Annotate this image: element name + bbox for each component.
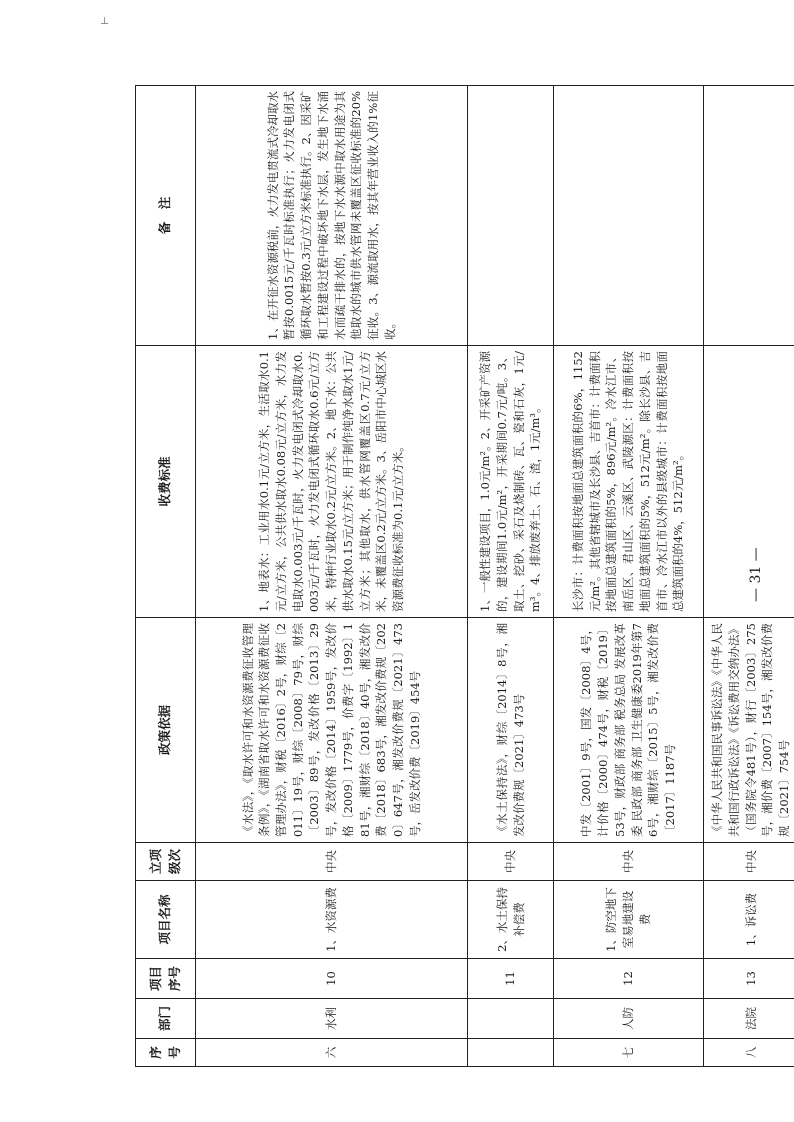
row-seq: 七 (554, 1039, 704, 1067)
row-item-no: 13 (704, 959, 794, 999)
row-remarks (468, 86, 554, 346)
row-standard: 长沙市：计费面积按地面总建筑面积的6%，1152元/m²。其他省辖城市及长沙县、吉首市：计费面积按地面总建筑面积的5%，896元/m²。冷水江市、南岳区、君山区、云溪区、武陵源区：计费面积按地面总建筑面积的5%，512元/m²。除长沙县、吉首市、冷水江市以外的县级城市：计费面积按地面总建筑面积的4%，512元/m²。 (554, 346, 704, 618)
row-dept (468, 999, 554, 1039)
row-item-name: 1、防空地下室易地建设费 (554, 881, 704, 959)
row-item-no: 10 (196, 959, 468, 999)
row-basis: 《中华人民共和国民事诉讼法》《中华人民共和国行政诉讼法》《诉讼费用交纳办法》（国务院令481号），财行〔2003〕275号，湘价费〔2007〕154号，湘发改价费规〔2021〕754号 (704, 618, 794, 843)
row-dept: 水利 (196, 999, 468, 1039)
row-dept: 法院 (704, 999, 794, 1039)
header-basis: 政策依据 (136, 618, 196, 843)
row-remarks: 1、在开征水资源税前，火力发电贯流式冷却取水暂按0.0015元/千瓦时标准执行；火力发电闭式循环取水暂按0.3元/立方米标准执行。2、因采矿和工程建设过程中破坏地下水层，发生地下水涌水而疏干排水的，按地下水水源中取水用途为其他取水的城市供水管网未覆盖区征收标准的20%征收。3、源流取用水，按其年营业收入的1%征收。 (196, 86, 468, 346)
header-remarks: 备 注 (136, 86, 196, 346)
header-level: 立项级次 (136, 843, 196, 881)
header-standard: 收费标准 (136, 346, 196, 618)
row-standard: 1、地表水：工业用水0.1元/立方米，生活取水0.1元/立方米，公共供水取水0.08元/立方米，水力发电取水0.003元/千瓦时，火力发电闭式冷却取水0.003元/千瓦时，火力发电闭式循环取水0.6元/立方米，特种行业取水0.2元/立方米。2、地下水：公共供水取水0.15元/立方米；用于制作纯净水取水1元/立方米；其他取水，供水管网覆盖区0.7元/立方米，未覆盖区0.2元/立方米。3、岳阳市中心城区水资源费征收标准为0.1元/立方米。 (196, 346, 468, 618)
row-seq: 六 (196, 1039, 468, 1067)
row-item-name: 2、水土保持补偿费 (468, 881, 554, 959)
row-item-no: 11 (468, 959, 554, 999)
row-seq: 八 (704, 1039, 794, 1067)
row-basis: 《水法》，《取水许可和水资源费征收管理条例》，《湖南省取水许可和水资源费征收管理办法》，财税〔2016〕2号，财综〔2011〕19号，财综〔2008〕79号，财综〔2003〕89号，发改价格〔2013〕29号，发改价格〔2014〕1959号，发改价格〔2009〕1779号，价费字〔1992〕181号，湘财综〔2018〕40号，湘发改价费〔2018〕683号，湘发改价费规〔2020〕647号，湘发改价费规〔2021〕473号，岳发改价费〔2019〕454号 (196, 618, 468, 843)
row-item-no: 12 (554, 959, 704, 999)
row-item-name: 1、水资源费 (196, 881, 468, 959)
table-header-row (136, 86, 196, 1067)
header-dept: 部门 (136, 999, 196, 1039)
row-standard: 1、一般性建设项目，1.0元/m²。2、开采矿产资源的，建设期间1.0元/m²，开采期间0.7元/吨。3、取土、挖砂、采石及烧制砖、瓦、瓷和石灰，1元/m³。4、排放废弃土、石、渣，1元/m³。 (468, 346, 554, 618)
row-level: 中央 (554, 843, 704, 881)
row-level: 中央 (468, 843, 554, 881)
table-row (196, 86, 468, 1067)
row-dept: 人防 (554, 999, 704, 1039)
row-remarks (704, 86, 794, 346)
scan-edge-mark: ⊥ (100, 16, 110, 27)
row-basis: 中发〔2001〕9号，国发〔2008〕4号，计价格〔2000〕474号，财税〔2019〕53号，财政部 商务部 税务总局 发展改革委 民政部 商务部 卫生健康委2019年第76号，湘财综〔2015〕5号，湘发改价费〔2017〕1187号 (554, 618, 704, 843)
row-level: 中央 (196, 843, 468, 881)
row-basis: 《水土保持法》，财综〔2014〕8号，湘发改价费规〔2021〕473号 (468, 618, 554, 843)
row-item-name: 1、诉讼费 (704, 881, 794, 959)
header-item-no: 项目序号 (136, 959, 196, 999)
row-seq (468, 1039, 554, 1067)
row-remarks (554, 86, 704, 346)
table-row (468, 86, 554, 1067)
row-level: 中央 (704, 843, 794, 881)
fee-table (135, 85, 794, 1067)
page-number: — 31 — (748, 547, 764, 602)
table-row (554, 86, 704, 1067)
header-seq: 序号 (136, 1039, 196, 1067)
header-item-name: 项目名称 (136, 881, 196, 959)
